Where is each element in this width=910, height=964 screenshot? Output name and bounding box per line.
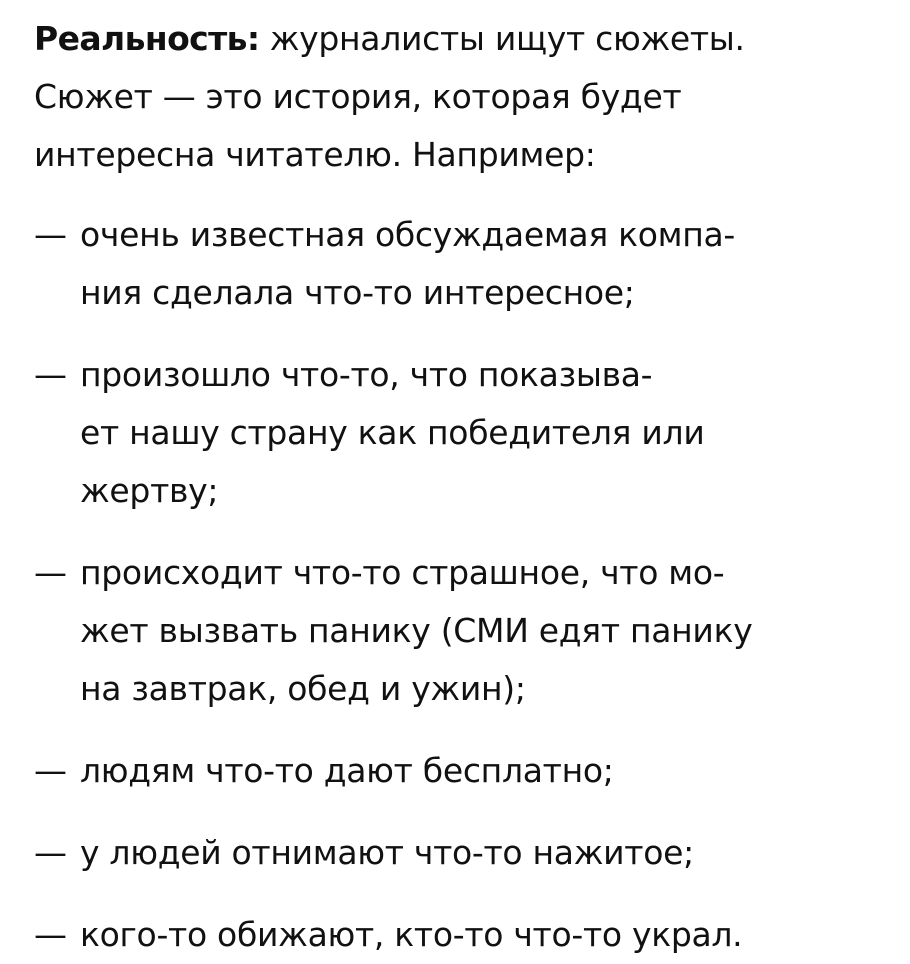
list-item bbox=[34, 906, 880, 964]
list-item-line: ет нашу страну как победителя или bbox=[80, 413, 705, 452]
list-item-line: происходит что-то страшное, что мо- bbox=[80, 553, 725, 592]
dash-bullet: — bbox=[34, 915, 67, 954]
list-item bbox=[34, 742, 880, 800]
list-item-line: жет вызвать панику (СМИ едят панику bbox=[80, 611, 753, 650]
dash-bullet: — bbox=[34, 553, 67, 592]
list-item-line: у людей отнимают что-то нажитое; bbox=[80, 833, 694, 872]
list-item-line: произошло что-то, что показыва- bbox=[80, 355, 653, 394]
list-item-line: ния сделала что-то интересное; bbox=[80, 273, 635, 312]
intro-bold-label: Реальность: bbox=[34, 19, 260, 58]
list-item-line: на завтрак, обед и ужин); bbox=[80, 669, 526, 708]
intro-line-3: интересна читателю. Например: bbox=[34, 135, 596, 174]
story-types-list bbox=[34, 206, 880, 964]
intro-line-2: Сюжет — это история, которая будет bbox=[34, 77, 682, 116]
list-item bbox=[34, 824, 880, 882]
list-item bbox=[34, 206, 880, 322]
list-item bbox=[34, 544, 880, 718]
list-item-line: кого-то обижают, кто-то что-то украл. bbox=[80, 915, 743, 954]
intro-line-1-rest: журналисты ищут сюжеты. bbox=[259, 19, 745, 58]
list-item-line: жертву; bbox=[80, 471, 219, 510]
list-item-line: людям что-то дают бесплатно; bbox=[80, 751, 614, 790]
dash-bullet: — bbox=[34, 833, 67, 872]
dash-bullet: — bbox=[34, 355, 67, 394]
dash-bullet: — bbox=[34, 751, 67, 790]
list-item bbox=[34, 346, 880, 520]
list-item-line: очень известная обсуждаемая компа- bbox=[80, 215, 736, 254]
intro-paragraph bbox=[34, 10, 880, 184]
dash-bullet: — bbox=[34, 215, 67, 254]
intro-line-1 bbox=[34, 10, 880, 68]
